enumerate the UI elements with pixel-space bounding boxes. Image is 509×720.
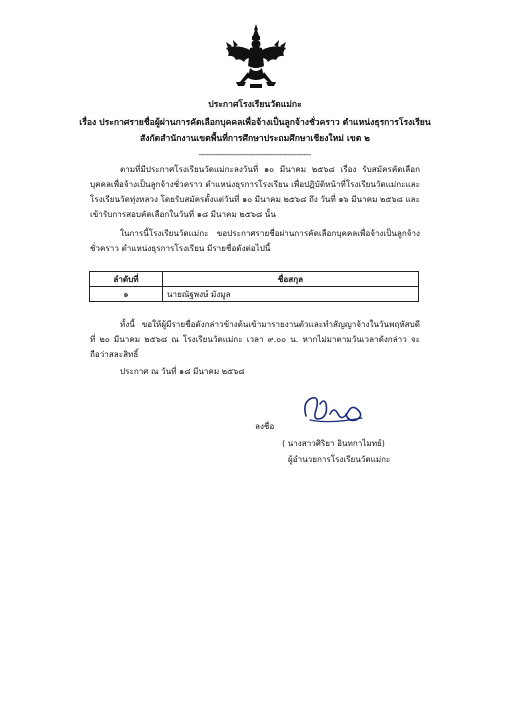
signer-position: ผู้อำนวยการโรงเรียนวัดแม่กะ bbox=[288, 454, 391, 464]
sign-label: ลงชื่อ bbox=[255, 421, 275, 431]
announcement-agency: สังกัดสำนักงานเขตพื้นที่การศึกษาประถมศึกษาเชียงใหม่ เขต ๒ bbox=[140, 134, 370, 144]
column-header-order: ลำดับที่ bbox=[90, 272, 163, 287]
cell-name: นายณัฐพงษ์ มังมูล bbox=[163, 287, 419, 302]
paragraph-background-text: ตามที่มีประกาศโรงเรียนวัดแม่กะลงวันที่ ๑๐ มีนาคม ๒๕๖๘ เรื่อง รับสมัครคัดเลือกบุคคลเพื่อจ้างเป็นลูกจ้างชั่วคราว ตำแหน่งธุรการโรงเรียน เพื่อปฏิบัติหน้าที่โรงเรียนวัดแม่กะและโรงเรียนวัดทุ่งหลวง โดยรับสมัครตั้งแต่วันที่ ๑๐ มีนาคม ๒๕๖๘ ถึง วันที่ ๑๖ มีนาคม ๒๕๖๘ และเข้ารับการสอบคัดเลือกในวันที่ ๑๘ มีนาคม ๒๕๖๘ นั้น bbox=[90, 164, 420, 219]
paragraph-announcement bbox=[90, 226, 420, 256]
handwritten-signature-icon bbox=[300, 390, 370, 426]
table-row bbox=[90, 287, 419, 302]
signer-name: ( นางสาวศิริยา อินทกาไมทย์) bbox=[282, 438, 385, 448]
cell-order: ๑ bbox=[90, 287, 163, 302]
table-header-row bbox=[90, 272, 419, 287]
announcement-subject: เรื่อง ประกาศรายชื่อผู้ผ่านการคัดเลือกบุคคลเพื่อจ้างเป็นลูกจ้างชั่วคราว ตำแหน่งธุรการโรงเรียน bbox=[79, 118, 431, 128]
garuda-emblem-icon bbox=[224, 22, 288, 90]
paragraph-instructions-text: ทั้งนี้ ขอให้ผู้มีรายชื่อดังกล่าวข้างต้นเข้ามารายงานตัวและทำสัญญาจ้างในวันพฤหัสบดีที่ ๒๐ มีนาคม ๒๕๖๘ ณ โรงเรียนวัดแม่กะ เวลา ๙.๐๐ น. หากไม่มาตามวันเวลาดังกล่าว จะถือว่าสละสิทธิ์ bbox=[90, 319, 420, 359]
paragraph-background bbox=[90, 162, 420, 222]
paragraph-instructions bbox=[90, 317, 420, 362]
header-divider: ----------------------------------------------- bbox=[198, 150, 311, 159]
results-table bbox=[89, 271, 419, 302]
paragraph-announcement-text: ในการนี้โรงเรียนวัดแม่กะ ขอประกาศรายชื่อผ่านการคัดเลือกบุคคลเพื่อจ้างเป็นลูกจ้างชั่วคราว ตำแหน่งธุรการโรงเรียน มีรายชื่อดังต่อไปนี้ bbox=[90, 228, 420, 253]
announcement-title: ประกาศโรงเรียนวัดแม่กะ bbox=[208, 100, 302, 110]
announcement-date: ประกาศ ณ วันที่ ๑๘ มีนาคม ๒๕๖๘ bbox=[120, 366, 245, 376]
column-header-name: ชื่อสกุล bbox=[163, 272, 419, 287]
